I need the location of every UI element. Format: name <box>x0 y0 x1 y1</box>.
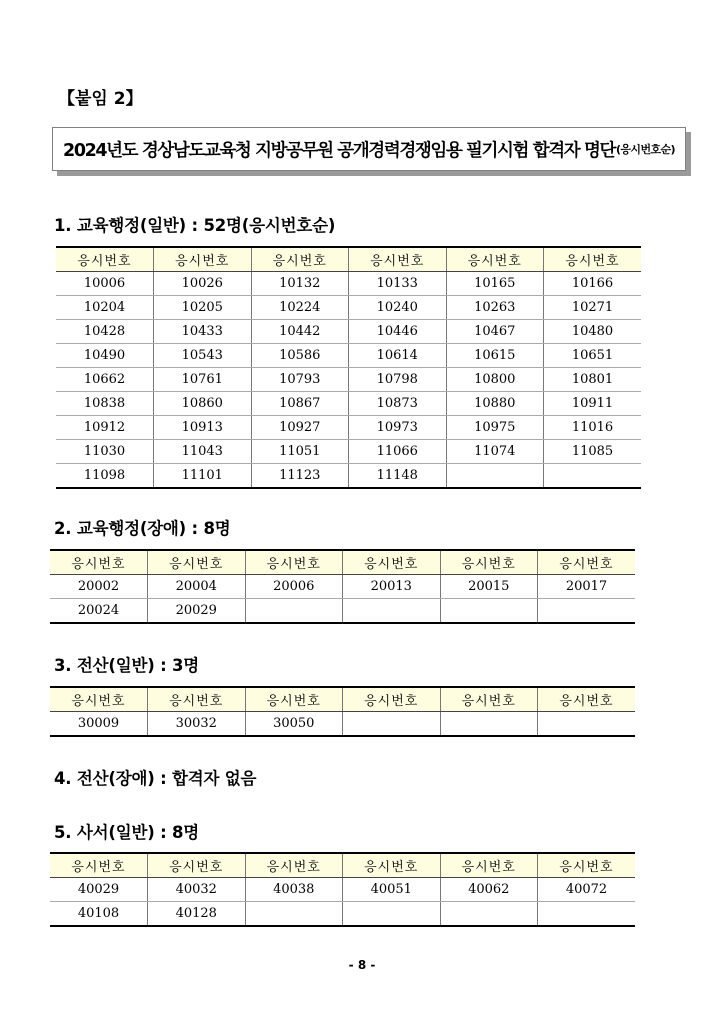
table-row <box>56 416 641 440</box>
column-header: 응시번호 <box>245 853 343 878</box>
table-row <box>56 320 641 344</box>
table-cell <box>544 464 642 489</box>
table-cell: 11043 <box>154 440 252 464</box>
table-row <box>50 599 635 624</box>
table-cell: 40038 <box>245 878 343 902</box>
table-cell: 30050 <box>245 712 343 737</box>
table-cell: 10026 <box>154 272 252 296</box>
table-cell: 10662 <box>56 368 154 392</box>
table-cell: 10651 <box>544 344 642 368</box>
table-cell: 10428 <box>56 320 154 344</box>
column-header: 응시번호 <box>349 247 447 272</box>
table-cell: 10800 <box>446 368 544 392</box>
table-cell: 10133 <box>349 272 447 296</box>
table-cell: 11098 <box>56 464 154 489</box>
table-cell: 10761 <box>154 368 252 392</box>
table-row <box>50 902 635 927</box>
table-cell: 11123 <box>251 464 349 489</box>
results-table-2 <box>50 549 635 624</box>
table-cell: 10132 <box>251 272 349 296</box>
table-row <box>50 878 635 902</box>
document-title-subtitle: (응시번호순) <box>615 143 675 156</box>
table-cell: 10543 <box>154 344 252 368</box>
table-cell: 11074 <box>446 440 544 464</box>
table-row <box>56 464 641 489</box>
column-header: 응시번호 <box>446 247 544 272</box>
column-header: 응시번호 <box>251 247 349 272</box>
table-cell: 11051 <box>251 440 349 464</box>
column-header: 응시번호 <box>148 853 246 878</box>
table-row <box>56 368 641 392</box>
column-header: 응시번호 <box>148 550 246 575</box>
section-heading-5: 5. 사서(일반) : 8명 <box>54 823 200 842</box>
table-cell: 10615 <box>446 344 544 368</box>
table-cell: 10480 <box>544 320 642 344</box>
column-header: 응시번호 <box>440 687 538 712</box>
table-cell: 10263 <box>446 296 544 320</box>
table-cell: 10166 <box>544 272 642 296</box>
column-header: 응시번호 <box>56 247 154 272</box>
table-cell <box>343 712 441 737</box>
table-cell: 10586 <box>251 344 349 368</box>
table-cell: 10927 <box>251 416 349 440</box>
table-cell: 30009 <box>50 712 148 737</box>
table-cell: 10467 <box>446 320 544 344</box>
table-cell: 40029 <box>50 878 148 902</box>
table-cell <box>440 599 538 624</box>
table-cell: 11016 <box>544 416 642 440</box>
table-cell: 10867 <box>251 392 349 416</box>
table-cell: 10880 <box>446 392 544 416</box>
table-cell: 10838 <box>56 392 154 416</box>
section-heading-2: 2. 교육행정(장애) : 8명 <box>54 519 231 538</box>
table-cell: 10912 <box>56 416 154 440</box>
column-header: 응시번호 <box>154 247 252 272</box>
table-cell <box>440 902 538 927</box>
column-header: 응시번호 <box>343 550 441 575</box>
table-cell <box>245 902 343 927</box>
table-cell: 10793 <box>251 368 349 392</box>
table-cell: 40051 <box>343 878 441 902</box>
table-cell <box>343 902 441 927</box>
table-cell: 20004 <box>148 575 246 599</box>
table-cell: 40072 <box>538 878 636 902</box>
table-cell: 10860 <box>154 392 252 416</box>
table-cell: 20013 <box>343 575 441 599</box>
table-cell <box>343 599 441 624</box>
table-cell: 10798 <box>349 368 447 392</box>
table-cell: 10240 <box>349 296 447 320</box>
table-cell: 10614 <box>349 344 447 368</box>
results-table-3 <box>50 686 635 737</box>
document-title: 2024년도 경상남도교육청 지방공무원 공개경력경쟁임용 필기시험 합격자 명단 <box>63 140 615 161</box>
section-heading-1: 1. 교육행정(일반) : 52명(응시번호순) <box>54 216 336 235</box>
table-cell: 10165 <box>446 272 544 296</box>
table-cell <box>538 599 636 624</box>
table-cell: 10873 <box>349 392 447 416</box>
table-cell: 20024 <box>50 599 148 624</box>
table-row <box>56 344 641 368</box>
page-number: - 8 - <box>348 958 376 972</box>
table-cell: 30032 <box>148 712 246 737</box>
table-cell: 10204 <box>56 296 154 320</box>
column-header: 응시번호 <box>538 687 636 712</box>
results-table-1 <box>56 246 641 489</box>
table-cell: 10490 <box>56 344 154 368</box>
table-cell: 20015 <box>440 575 538 599</box>
table-cell: 11066 <box>349 440 447 464</box>
table-cell: 10205 <box>154 296 252 320</box>
table-cell: 11101 <box>154 464 252 489</box>
column-header: 응시번호 <box>245 687 343 712</box>
table-cell <box>538 902 636 927</box>
section-heading-3: 3. 전산(일반) : 3명 <box>54 656 200 675</box>
table-cell: 10006 <box>56 272 154 296</box>
column-header: 응시번호 <box>538 853 636 878</box>
table-cell: 20017 <box>538 575 636 599</box>
table-cell: 10913 <box>154 416 252 440</box>
section-heading-4: 4. 전산(장애) : 합격자 없음 <box>54 769 257 788</box>
table-cell: 10975 <box>446 416 544 440</box>
table-cell: 11148 <box>349 464 447 489</box>
table-cell <box>245 599 343 624</box>
table-cell <box>538 712 636 737</box>
table-cell: 20029 <box>148 599 246 624</box>
table-cell: 20002 <box>50 575 148 599</box>
table-cell: 40128 <box>148 902 246 927</box>
table-row <box>56 296 641 320</box>
table-cell: 10911 <box>544 392 642 416</box>
column-header: 응시번호 <box>50 550 148 575</box>
table-cell: 40032 <box>148 878 246 902</box>
table-cell <box>440 712 538 737</box>
column-header: 응시번호 <box>440 853 538 878</box>
table-cell: 10433 <box>154 320 252 344</box>
table-cell: 40108 <box>50 902 148 927</box>
attachment-label: 【붙임 2】 <box>58 89 143 109</box>
column-header: 응시번호 <box>440 550 538 575</box>
results-table-5 <box>50 852 635 927</box>
table-cell: 10973 <box>349 416 447 440</box>
table-cell: 10442 <box>251 320 349 344</box>
column-header: 응시번호 <box>50 853 148 878</box>
table-cell <box>446 464 544 489</box>
column-header: 응시번호 <box>343 853 441 878</box>
table-cell: 10224 <box>251 296 349 320</box>
table-cell: 11030 <box>56 440 154 464</box>
table-cell: 20006 <box>245 575 343 599</box>
column-header: 응시번호 <box>538 550 636 575</box>
table-cell: 40062 <box>440 878 538 902</box>
table-row <box>50 575 635 599</box>
column-header: 응시번호 <box>343 687 441 712</box>
column-header: 응시번호 <box>148 687 246 712</box>
document-title-box <box>52 127 686 171</box>
column-header: 응시번호 <box>245 550 343 575</box>
table-row <box>56 272 641 296</box>
table-cell: 10801 <box>544 368 642 392</box>
table-row <box>56 440 641 464</box>
table-cell: 10271 <box>544 296 642 320</box>
table-cell: 11085 <box>544 440 642 464</box>
table-cell: 10446 <box>349 320 447 344</box>
column-header: 응시번호 <box>50 687 148 712</box>
table-row <box>50 712 635 737</box>
column-header: 응시번호 <box>544 247 642 272</box>
table-row <box>56 392 641 416</box>
